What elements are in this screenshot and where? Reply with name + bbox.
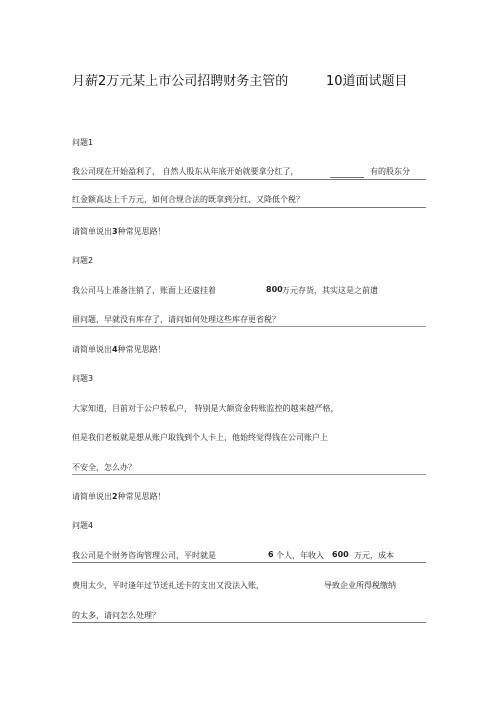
q2-line2-underline [72,326,426,327]
q2-prompt: 请简单说出4种常见思路！ [72,345,166,354]
q1-line2: 红金额高达上千万元，如何合规合法的既拿到分红、又降低个税？ [72,195,304,204]
q4-line3-underline [72,622,426,623]
title-main: 月薪2万元某上市公司招聘财务主管的 [72,74,289,89]
q1-line1-underline [72,179,426,180]
q3-line3: 不安全，怎么办？ [72,463,136,472]
q1-heading: 问题1 [72,138,94,147]
q1-prompt: 请简单说出3种常见思路！ [72,227,166,236]
q3-prompt: 请简单说出2种常见思路！ [72,492,166,501]
q1-line1-a: 我公司现在开始盈利了， 自然人股东从年底开始就要拿分红了， [72,167,299,176]
q3-heading: 问题3 [72,374,94,383]
q4-line1-underline [72,562,426,563]
q4-line1-b: 个人，年收入 [276,551,324,560]
q3-line2: 但是我们老板就是想从账户取钱到个人卡上，他始终觉得钱在公司账户上 [72,433,328,442]
q2-line1-a: 我公司马上准备注销了，账面上还虚挂着 [72,286,216,295]
q4-line1-num2: 600 [332,550,349,559]
q3-line1: 大家知道，目前对于公户转私户， 特别是大额资金转账监控的越来越严格， [72,404,339,413]
q2-line1-b: 万元存货，其实这是之前遗 [282,286,378,295]
q2-heading: 问题2 [72,256,94,265]
q1-line1-blank [330,177,364,178]
q2-line1-num: 800 [266,285,283,294]
q1-line2-underline [72,207,426,208]
q4-line2-a: 费用太少，平时逢年过节送礼送卡的支出又没法入账， [72,581,264,590]
page-title-tail: 10道面试题目 [326,74,408,89]
q4-line3: 的太多，请问怎么处理？ [72,611,160,620]
q4-line1-c: 万元，成本 [354,551,394,560]
q4-line1-a: 我公司是个财务咨询管理公司，平时就是 [72,551,216,560]
q4-line1-num1: 6 [268,550,274,559]
q2-line2: 留问题，早就没有库存了，请问如何处理这些库存更省税？ [72,315,280,324]
q1-line1-b: 有的股东分 [370,167,410,176]
page-title [72,70,288,89]
q4-line2-b: 导致企业所得税缴纳 [324,581,396,590]
q4-heading: 问题4 [72,521,94,530]
q3-line3-underline [72,474,426,475]
